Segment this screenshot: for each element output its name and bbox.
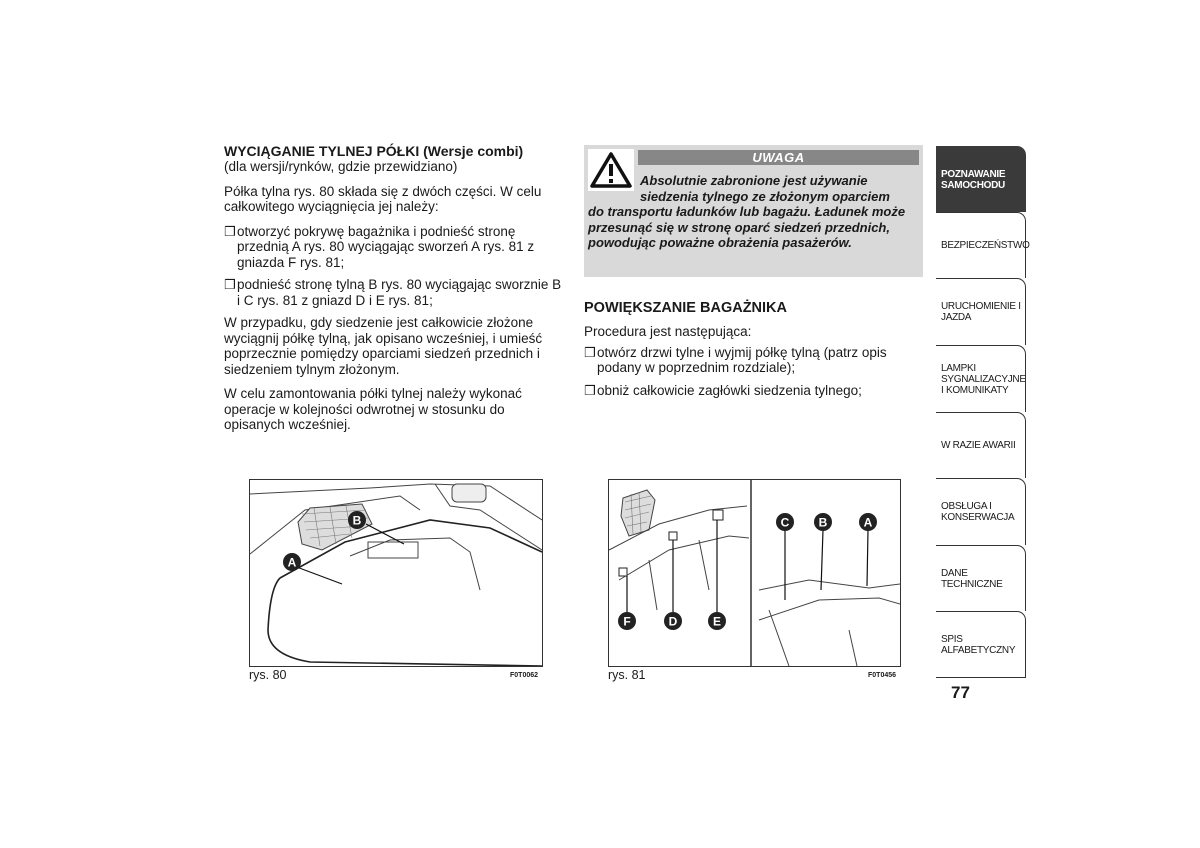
figure-80-code: F0T0062 <box>510 672 539 679</box>
checkbox-bullet-icon: ❒ <box>224 277 236 292</box>
tab-spis-alfabetyczny[interactable] <box>936 611 1026 678</box>
label-B: B <box>352 513 362 528</box>
list-item <box>584 345 924 376</box>
checkbox-bullet-icon: ❒ <box>584 382 596 398</box>
figure-80-drawing <box>250 480 542 666</box>
list-item-text: obniż całkowicie zagłówki siedzenia tylnego; <box>597 382 862 398</box>
warning-line-1: Absolutnie zabronione jest używanie <box>640 173 868 188</box>
list-item-text: podnieść stronę tylną B rys. 80 wyciągając sworznie B i C rys. 81 z gniazd D i E rys. 81; <box>237 277 562 308</box>
tab-label: W RAZIE AWARII <box>941 440 1016 451</box>
warning-box <box>584 145 923 277</box>
figure-81-caption: rys. 81 <box>608 668 646 682</box>
section-heading-shelf: WYCIĄGANIE TYLNEJ PÓŁKI (Wersje combi) <box>224 143 524 159</box>
section-heading-trunk: POWIĘKSZANIE BAGAŻNIKA <box>584 300 787 316</box>
procedure-intro: Procedura jest następująca: <box>584 324 752 339</box>
left-column <box>224 144 562 442</box>
list-item <box>584 383 924 399</box>
figure-81-drawing <box>609 480 900 666</box>
tab-label: OBSŁUGA I KONSERWACJA <box>941 501 1015 523</box>
label-D: D <box>668 614 678 629</box>
paragraph-folded-seat: W przypadku, gdy siedzenie jest całkowicie złożone wyciągnij półkę tylną, jak opisano wcześniej, i umieść poprzecznie pomiędzy oparciami siedzeń przednich i siedzeniem tylnym złożonym. <box>224 315 543 377</box>
checkbox-bullet-icon: ❒ <box>224 223 236 239</box>
tab-label: SPIS ALFABETYCZNY <box>941 633 1016 656</box>
list-item-text: otworzyć pokrywę bagażnika i podnieść stronę przednią A rys. 80 wyciągając sworzeń A rys. 81 z gniazda F rys. 81; <box>237 223 535 270</box>
figure-80 <box>249 479 543 667</box>
tab-label: BEZPIECZEŃSTWO <box>941 240 1030 251</box>
tab-lampki-sygnalizacyjne[interactable] <box>936 345 1026 412</box>
tab-w-razie-awarii[interactable] <box>936 412 1026 478</box>
list-item-text: otwórz drzwi tylne i wyjmij półkę tylną (patrz opis podany w poprzednim rozdziale); <box>597 344 887 375</box>
label-C: C <box>780 515 790 530</box>
figure-81 <box>608 479 901 667</box>
figure-80-caption: rys. 80 <box>249 668 287 682</box>
tab-label: LAMPKI SYGNALIZACYJNE I KOMUNIKATY <box>941 362 1026 396</box>
tab-uruchomienie-jazda[interactable] <box>936 278 1026 345</box>
intro-paragraph: Półka tylna rys. 80 składa się z dwóch części. W celu całkowitego wyciągnięcia jej należy: <box>224 183 542 214</box>
list-item <box>224 277 562 308</box>
tab-dane-techniczne[interactable] <box>936 545 1026 611</box>
label-E: E <box>712 614 722 629</box>
warning-line-rest: do transportu ładunków lub bagażu. Ładunek może przesunąć się w stronę oparć siedzeń przednich, powodując poważne obrażenia pasażerów. <box>588 204 906 250</box>
label-F: F <box>623 614 631 629</box>
warning-line-2: siedzenia tylnego ze złożonym oparciem <box>640 188 890 204</box>
paragraph-reinstall: W celu zamontowania półki tylnej należy wykonać operacje w kolejności odwrotnej w stosunku do opisanych wcześniej. <box>224 386 522 432</box>
tab-bezpieczenstwo[interactable] <box>936 212 1030 278</box>
figure-81-code: F0T0456 <box>868 672 897 679</box>
label-A: A <box>287 555 297 570</box>
list-item <box>224 224 562 271</box>
label-B: B <box>818 515 828 530</box>
right-column <box>584 324 924 405</box>
tab-label: URUCHOMIENIE I JAZDA <box>941 301 1021 323</box>
tab-poznawanie-samochodu[interactable] <box>936 146 1026 212</box>
checkbox-bullet-icon: ❒ <box>584 344 596 360</box>
warning-title: UWAGA <box>638 150 919 165</box>
tab-label: POZNAWANIE SAMOCHODU <box>941 168 1006 191</box>
page-number: 77 <box>951 683 970 702</box>
label-A: A <box>863 515 873 530</box>
section-subheading: (dla wersji/rynków, gdzie przewidziano) <box>224 159 458 174</box>
warning-text <box>588 173 922 251</box>
tab-obsluga-konserwacja[interactable] <box>936 478 1026 545</box>
tab-label: DANE TECHNICZNE <box>941 567 1003 590</box>
